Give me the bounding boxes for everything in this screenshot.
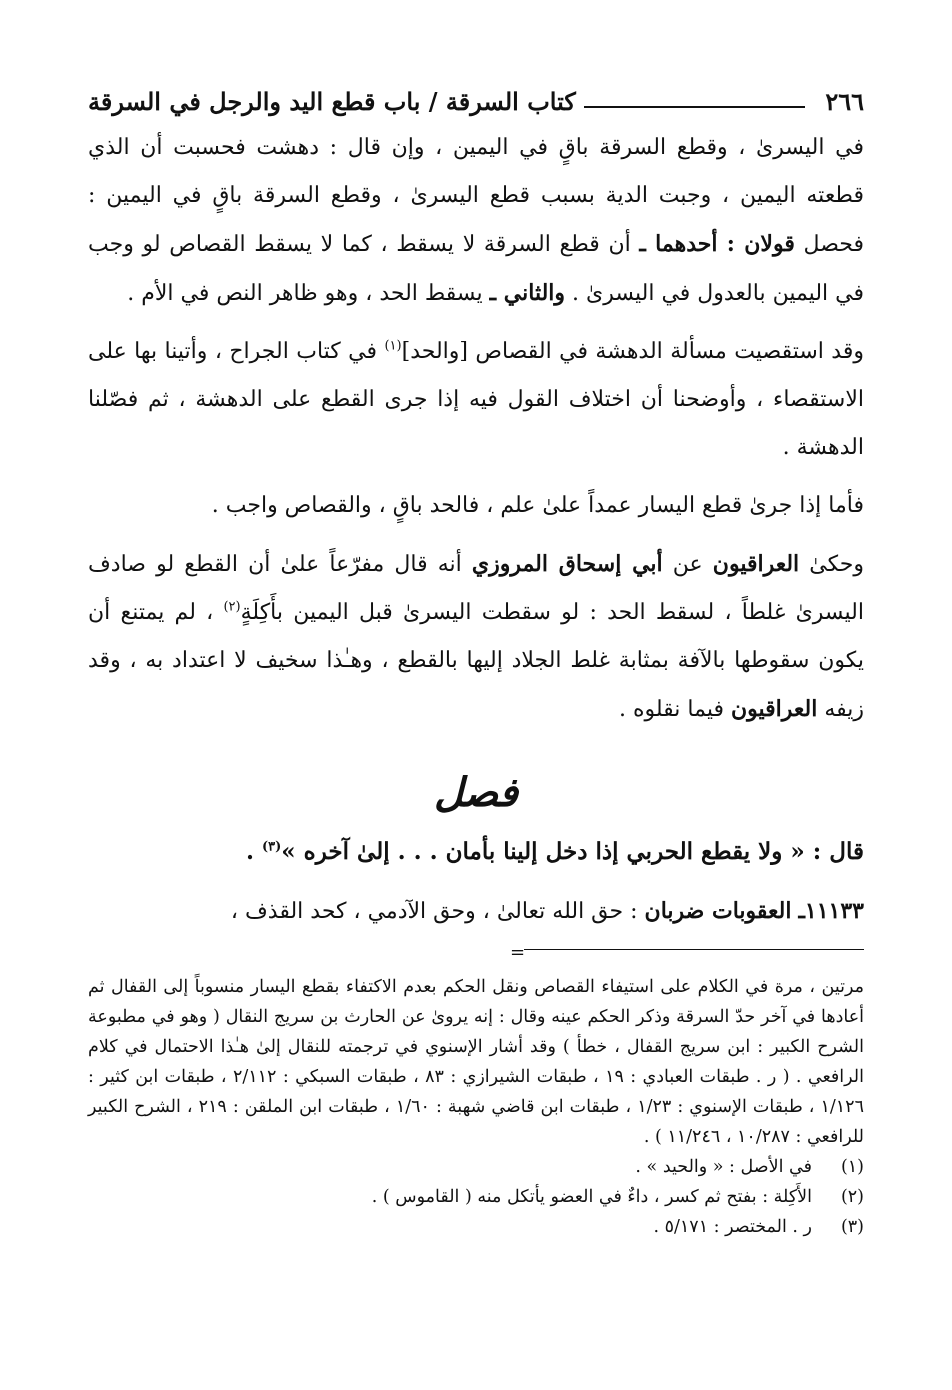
footnote-1 <box>88 1152 864 1182</box>
paragraph-3: فأما إذا جرىٰ قطع اليسار عمداً علىٰ علم ، فالحد باقٍ ، والقصاص واجب . <box>211 493 864 518</box>
footnote-text: ر . المختصر : ٥/١٧١ . <box>653 1217 812 1237</box>
footnote-continuation: مرتين ، مرة في الكلام على استيفاء القصاص ونقل الحكم بعدم الاكتفاء بقطع اليسار منسوباً إلى القفال ثم أعادها في آخر حدّ السرقة وذكر الحكم عينه وقال : إنه يروىٰ عن الحارث بن سريج النقال ( وهو في مطبوعة الشرح الكبير : ابن سريج القفال ، خطأ ) وقد أشار الإسنوي في ترجمته للنقال إلىٰ هـٰذا الاحتمال في كلام الرافعي . ( ر . طبقات العبادي : ١٩ ، طبقات الشيرازي : ٨٣ ، طبقات السبكي : ٢/١١٢ ، طبقات ابن كثير : ١/١٢٦ ، طبقات الإسنوي : ١/٢٣ ، طبقات ابن قاضي شهبة : ١/٦٠ ، طبقات ابن الملقن : ٢١٩ ، الشرح الكبير للرافعي : ١٠/٢٨٧ ، ١١/٢٤٦ ) . <box>88 977 864 1147</box>
footnote-ref-2[interactable]: (٢) <box>223 599 241 615</box>
p4-bold-c: العراقيون <box>730 696 818 722</box>
p4-text-c: عن <box>662 552 713 577</box>
p1-bold-b: والثاني ـ <box>489 280 566 306</box>
footnote-ref-1[interactable]: (١) <box>384 338 402 354</box>
continuation-mark: = <box>510 942 526 963</box>
footnote-number: (١) <box>840 1157 864 1177</box>
footnote-rule <box>510 942 864 963</box>
footnotes <box>88 972 864 1242</box>
p4-text-f: فيما نقلوه . <box>618 697 731 722</box>
p1-text-a: في اليسرىٰ ، وقطع السرقة باقٍ في اليمين ، وإن قال : دهشت فحسبت أن الذي قطعته اليمين ، وجبت الدية بسبب قطع اليسرىٰ ، وقطع السرقة باقٍ في اليمين : فحصل <box>88 135 864 257</box>
footnote-ref-3[interactable]: (٣) <box>262 839 282 855</box>
p4-bold-a: العراقيون <box>712 551 800 577</box>
qala-end: . <box>245 838 262 865</box>
p4-text-a: وحكىٰ <box>799 552 864 577</box>
paragraph-1 <box>88 124 864 318</box>
page <box>88 78 864 1368</box>
paragraph-2 <box>88 328 864 472</box>
footnote-text: في الأصل : « والحيد » . <box>635 1157 812 1177</box>
page-header <box>88 78 864 124</box>
p4-bold-b: أبي إسحاق المروزي <box>471 551 663 577</box>
paragraph-4 <box>88 540 864 734</box>
section-heading: فصل <box>433 769 519 816</box>
qala-line <box>88 826 864 878</box>
p1-bold-a: قولان : أحدهما ـ <box>639 231 795 257</box>
page-number: ٢٦٦ <box>825 86 864 116</box>
masala-rest: : حق الله تعالىٰ ، وحق الآدمي ، كحد القذف ، <box>230 899 645 924</box>
footnote-text: الأَكِلة : بفتح ثم كسر ، داءٌ في العضو يأتكل منه ( القاموس ) . <box>371 1187 812 1207</box>
footnote-number: (٢) <box>840 1187 864 1207</box>
qala-text: قال : « ولا يقطع الحربي إذا دخل إلينا بأمان . . . إلىٰ آخره » <box>281 838 864 865</box>
p4-text-d: أنه قال مفرّعاً علىٰ أن القطع لو صادف اليسرىٰ غلطاً ، لسقط الحد : لو سقطت اليسرىٰ قبل اليمين بأَكِلَةٍ <box>88 552 865 625</box>
footnote-3 <box>88 1212 864 1242</box>
masala-line <box>88 884 864 939</box>
header-rule <box>584 106 806 108</box>
p1-text-d: يسقط الحد ، وهو ظاهر النص في الأم . <box>127 281 490 306</box>
p1-text-c: أن قطع السرقة لا يسقط ، كما لا يسقط القصاص لو وجب في اليمين بالعدول في اليسرىٰ . <box>88 232 864 306</box>
footnote-number: (٣) <box>840 1217 864 1237</box>
masala-number: ١١١٣٣ـ <box>798 898 864 924</box>
running-title: كتاب السرقة / باب قطع اليد والرجل في السرقة <box>88 86 576 116</box>
p2-text-b: في كتاب الجراح ، وأتينا بها على الاستقصاء ، وأوضحنا أن اختلاف القول فيه إذا جرى القطع على الدهشة ، ثم فصّلنا الدهشة . <box>88 339 864 460</box>
footnote-2 <box>88 1182 864 1212</box>
p4-text-e: ، لم يمتنع أن يكون سقوطها بالآفة بمثابة غلط الجلاد إليها بالقطع ، وهـٰذا سخيف لا اعتداد به ، وقد زيفه <box>88 600 864 722</box>
p2-text-a: وقد استقصيت مسألة الدهشة في القصاص [والحد] <box>401 339 864 364</box>
masala-lead: العقوبات ضربان <box>644 898 792 924</box>
